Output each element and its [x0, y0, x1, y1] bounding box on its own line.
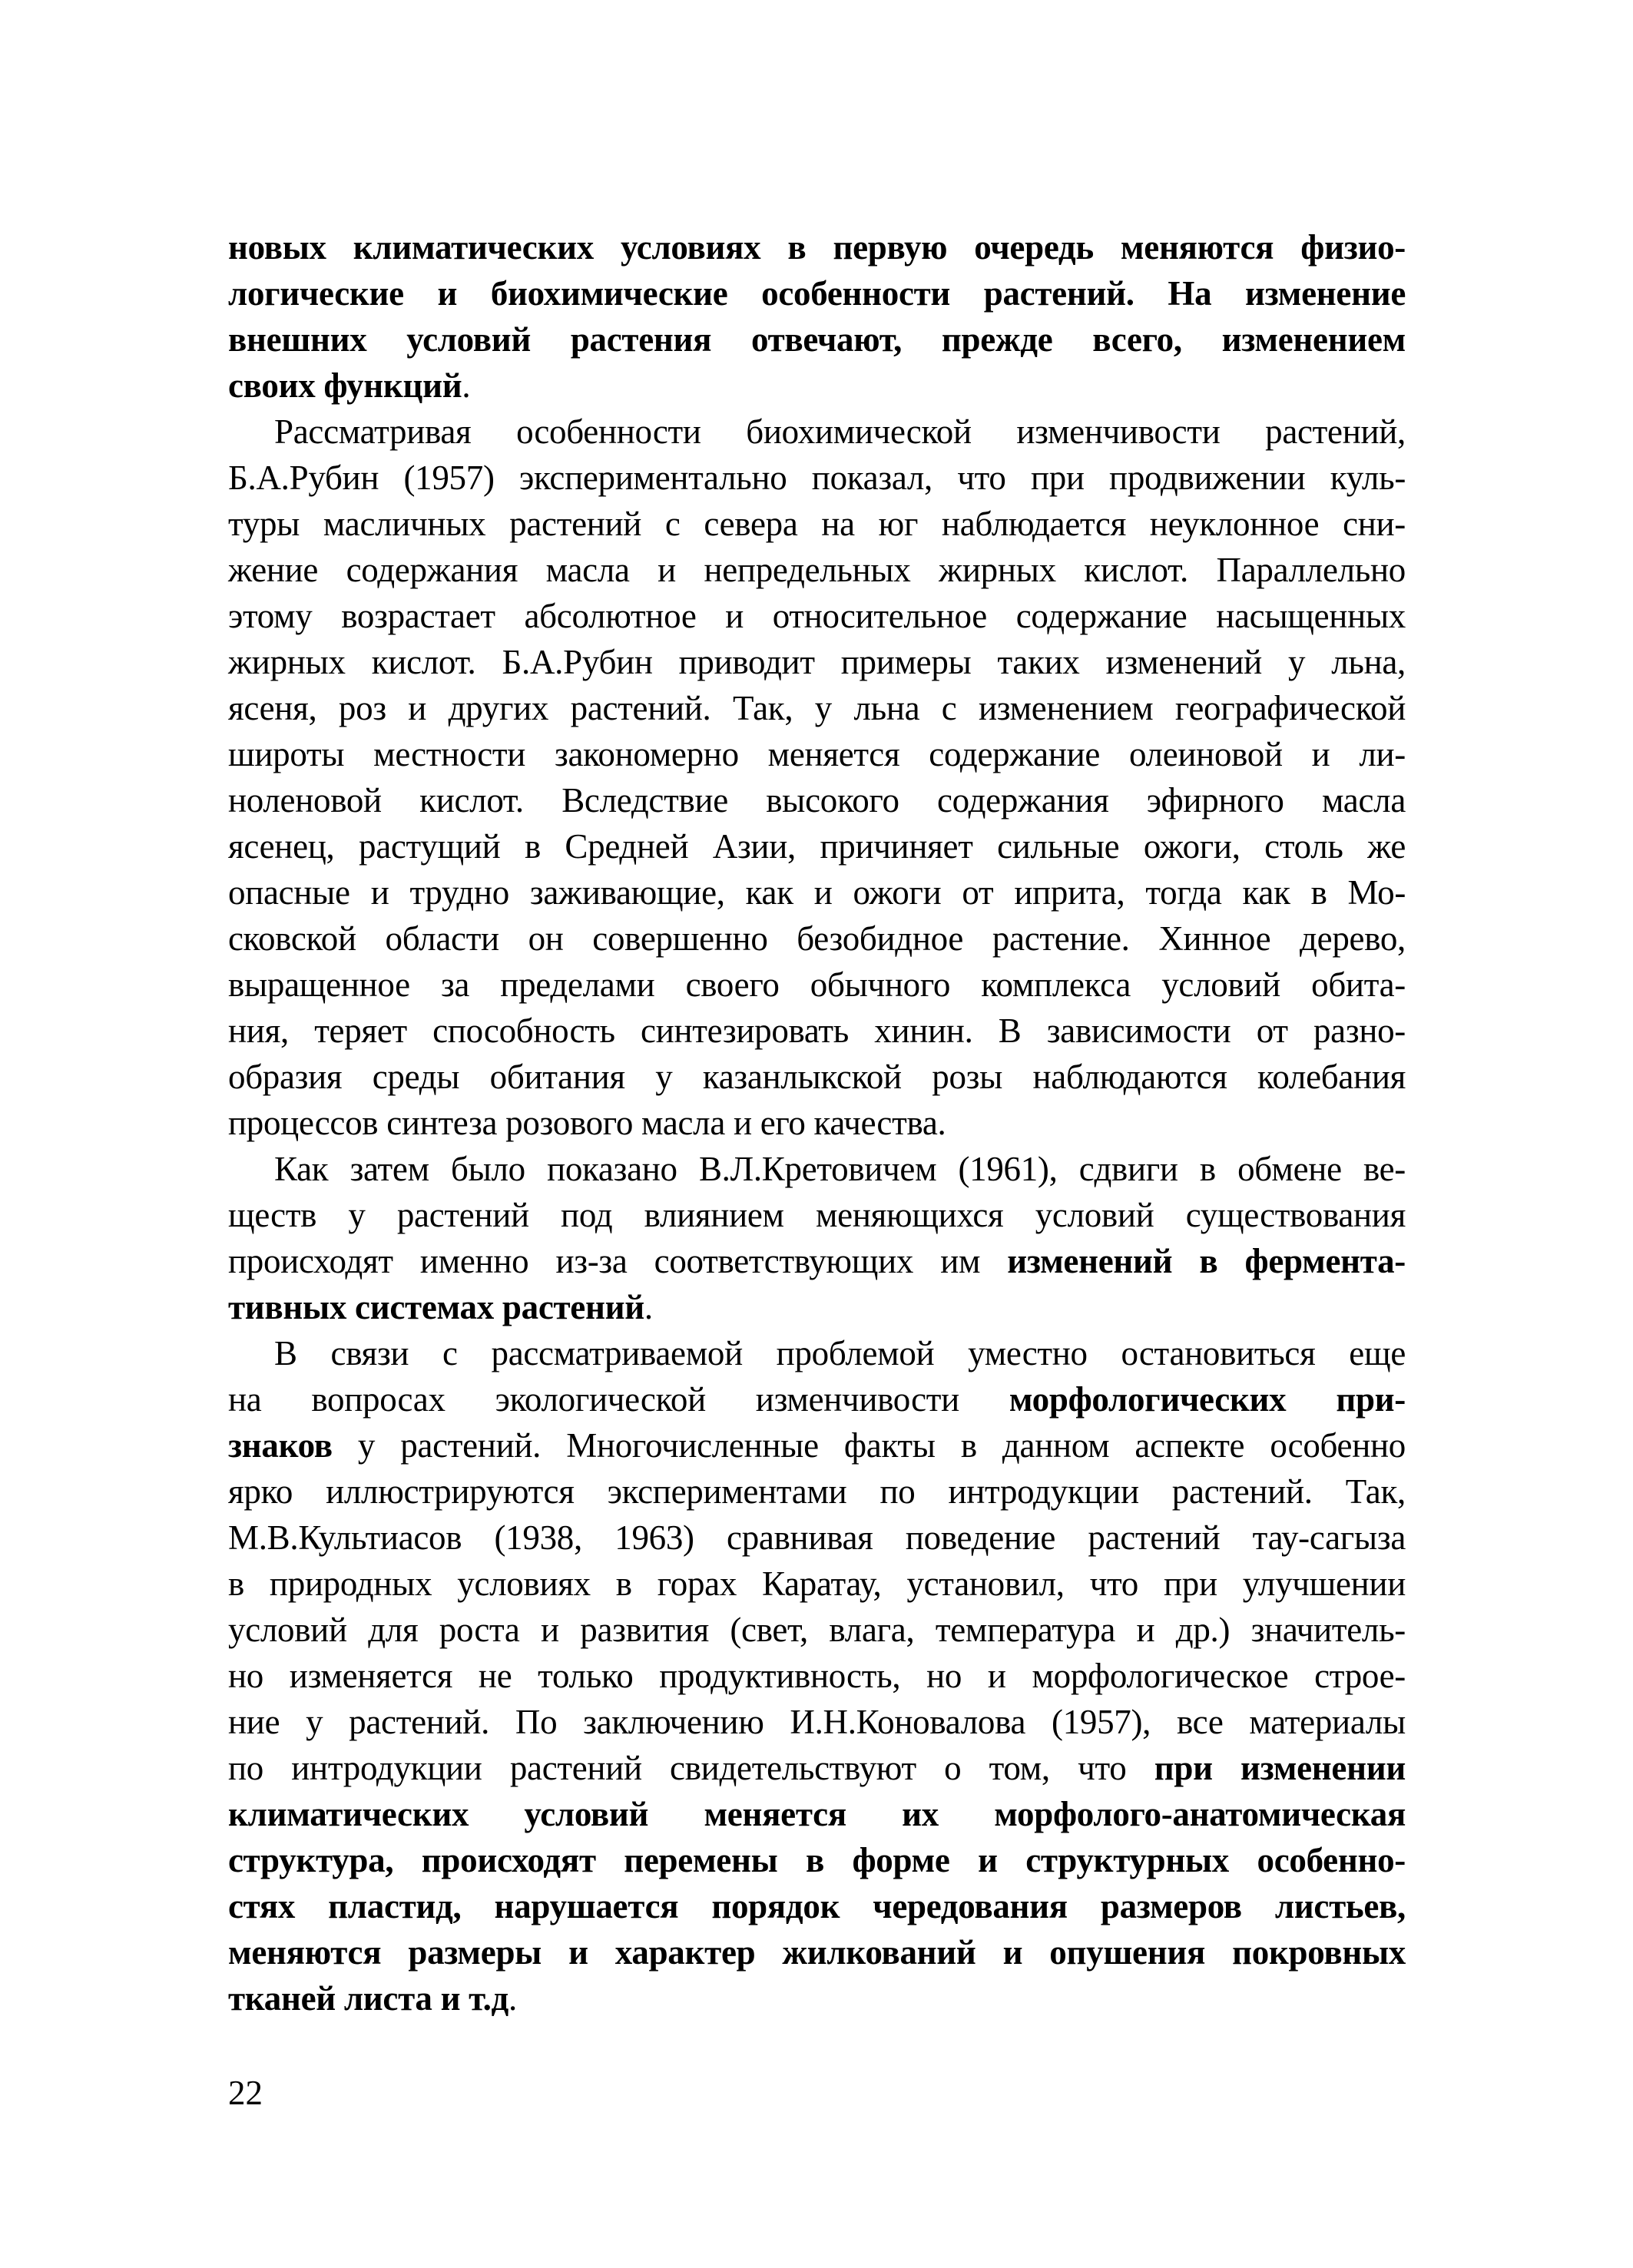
text-run: но изменяется не только продуктивность, но и морфологическое строе-: [228, 1657, 1406, 1695]
text-line: [228, 1883, 1406, 1929]
bold-text-run: тивных системах растений: [228, 1288, 644, 1326]
bold-text-run: меняются размеры и характер жилкований и опушения покровных: [228, 1933, 1406, 1972]
text-run: опасные и трудно заживающие, как и ожоги от иприта, тогда как в Мо-: [228, 873, 1406, 912]
bold-text-run: знаков: [228, 1426, 333, 1465]
text-line: [228, 1376, 1406, 1422]
text-line: [228, 639, 1406, 685]
text-line: [228, 1837, 1406, 1883]
bold-text-run: структура, происходят перемены в форме и структурных особенно-: [228, 1841, 1406, 1879]
text-run: туры масличных растений с севера на юг наблюдается неуклонное сни-: [228, 505, 1406, 543]
text-line: [228, 915, 1406, 962]
text-line: [228, 1929, 1406, 1975]
text-run: .: [462, 366, 471, 405]
text-run: .: [508, 1979, 517, 2018]
text-run: ярко иллюстрируются экспериментами по интродукции растений. Так,: [228, 1472, 1406, 1511]
text-line: [228, 1791, 1406, 1837]
text-run: М.В.Культиасов (1938, 1963) сравнивая поведение растений тау-сагыза: [228, 1518, 1406, 1557]
text-line: [228, 1607, 1406, 1653]
bold-text-run: стях пластид, нарушается порядок чередования размеров листьев,: [228, 1887, 1406, 1925]
text-run: ноленовой кислот. Вследствие высокого содержания эфирного масла: [228, 781, 1406, 819]
text-line: [228, 1653, 1406, 1699]
text-line: [228, 1054, 1406, 1100]
text-run: условий для роста и развития (свет, влага, температура и др.) значитель-: [228, 1611, 1406, 1649]
text-run: жирных кислот. Б.А.Рубин приводит примеры таких изменений у льна,: [228, 643, 1406, 681]
text-run: Как затем было показано В.Л.Кретовичем (1961), сдвиги в обмене ве-: [274, 1150, 1406, 1188]
text-run: в природных условиях в горах Каратау, установил, что при улучшении: [228, 1564, 1406, 1603]
text-line: [228, 547, 1406, 593]
text-line: [228, 1100, 1406, 1146]
bold-text-run: тканей листа и т.д: [228, 1979, 508, 2018]
text-run: ществ у растений под влиянием меняющихся условий существования: [228, 1196, 1406, 1234]
text-line: [228, 363, 1406, 409]
text-run: у растений. Многочисленные факты в данном аспекте особенно: [332, 1426, 1406, 1465]
text-line: [228, 962, 1406, 1008]
text-line: [228, 777, 1406, 823]
text-block: [228, 224, 1406, 2021]
text-line: [228, 1284, 1406, 1330]
text-line: [228, 593, 1406, 639]
text-line: [228, 1699, 1406, 1745]
text-run: ние у растений. По заключению И.Н.Коновалова (1957), все материалы: [228, 1703, 1406, 1741]
text-line: [228, 823, 1406, 869]
text-line: [228, 731, 1406, 777]
bold-text-run: внешних условий растения отвечают, прежде всего, изменением: [228, 320, 1406, 359]
text-line: [228, 1238, 1406, 1284]
text-run: широты местности закономерно меняется содержание олеиновой и ли-: [228, 735, 1406, 773]
page-number: 22: [228, 2074, 263, 2112]
text-line: [228, 1008, 1406, 1054]
text-run: Рассматривая особенности биохимической изменчивости растений,: [274, 412, 1406, 451]
text-run: на вопросах экологической изменчивости: [228, 1380, 1009, 1419]
text-run: этому возрастает абсолютное и относительное содержание насыщенных: [228, 597, 1406, 635]
bold-text-run: логические и биохимические особенности растений. На изменение: [228, 274, 1406, 313]
text-run: жение содержания масла и непредельных жирных кислот. Параллельно: [228, 551, 1406, 589]
text-run: происходят именно из-за соответствующих им: [228, 1242, 1008, 1280]
text-run: образия среды обитания у казанлыкской розы наблюдаются колебания: [228, 1058, 1406, 1096]
text-line: [228, 1192, 1406, 1238]
text-run: ния, теряет способность синтезировать хинин. В зависимости от разно-: [228, 1011, 1406, 1050]
text-run: процессов синтеза розового масла и его качества.: [228, 1104, 946, 1142]
text-run: В связи с рассматриваемой проблемой уместно остановиться еще: [274, 1334, 1406, 1372]
bold-text-run: климатических условий меняется их морфолого-анатомическая: [228, 1795, 1406, 1833]
text-line: [228, 1745, 1406, 1791]
text-run: Б.А.Рубин (1957) экспериментально показал, что при продвижении куль-: [228, 459, 1406, 497]
text-line: [228, 270, 1406, 316]
text-line: [228, 1330, 1406, 1376]
text-line: [228, 685, 1406, 731]
text-line: [228, 455, 1406, 501]
text-line: [228, 1468, 1406, 1515]
text-line: [228, 1515, 1406, 1561]
text-line: [228, 316, 1406, 363]
text-run: .: [644, 1288, 653, 1326]
text-run: по интродукции растений свидетельствуют о том, что: [228, 1749, 1154, 1787]
text-line: [228, 1561, 1406, 1607]
bold-text-run: новых климатических условиях в первую очередь меняются физио-: [228, 228, 1406, 267]
text-line: [228, 224, 1406, 270]
text-run: ясенец, растущий в Средней Азии, причиняет сильные ожоги, столь же: [228, 827, 1406, 866]
bold-text-run: изменений в фермента-: [1007, 1242, 1406, 1280]
text-run: выращенное за пределами своего обычного комплекса условий обита-: [228, 965, 1406, 1004]
bold-text-run: своих функций: [228, 366, 462, 405]
text-run: сковской области он совершенно безобидное растение. Хинное дерево,: [228, 919, 1406, 958]
bold-text-run: морфологических при-: [1009, 1380, 1406, 1419]
text-line: [228, 1422, 1406, 1468]
text-line: [228, 501, 1406, 547]
text-line: [228, 1146, 1406, 1192]
text-line: [228, 1975, 1406, 2021]
text-run: ясеня, роз и других растений. Так, у льна с изменением географической: [228, 689, 1406, 727]
bold-text-run: при изменении: [1154, 1749, 1406, 1787]
text-line: [228, 869, 1406, 915]
text-line: [228, 409, 1406, 455]
